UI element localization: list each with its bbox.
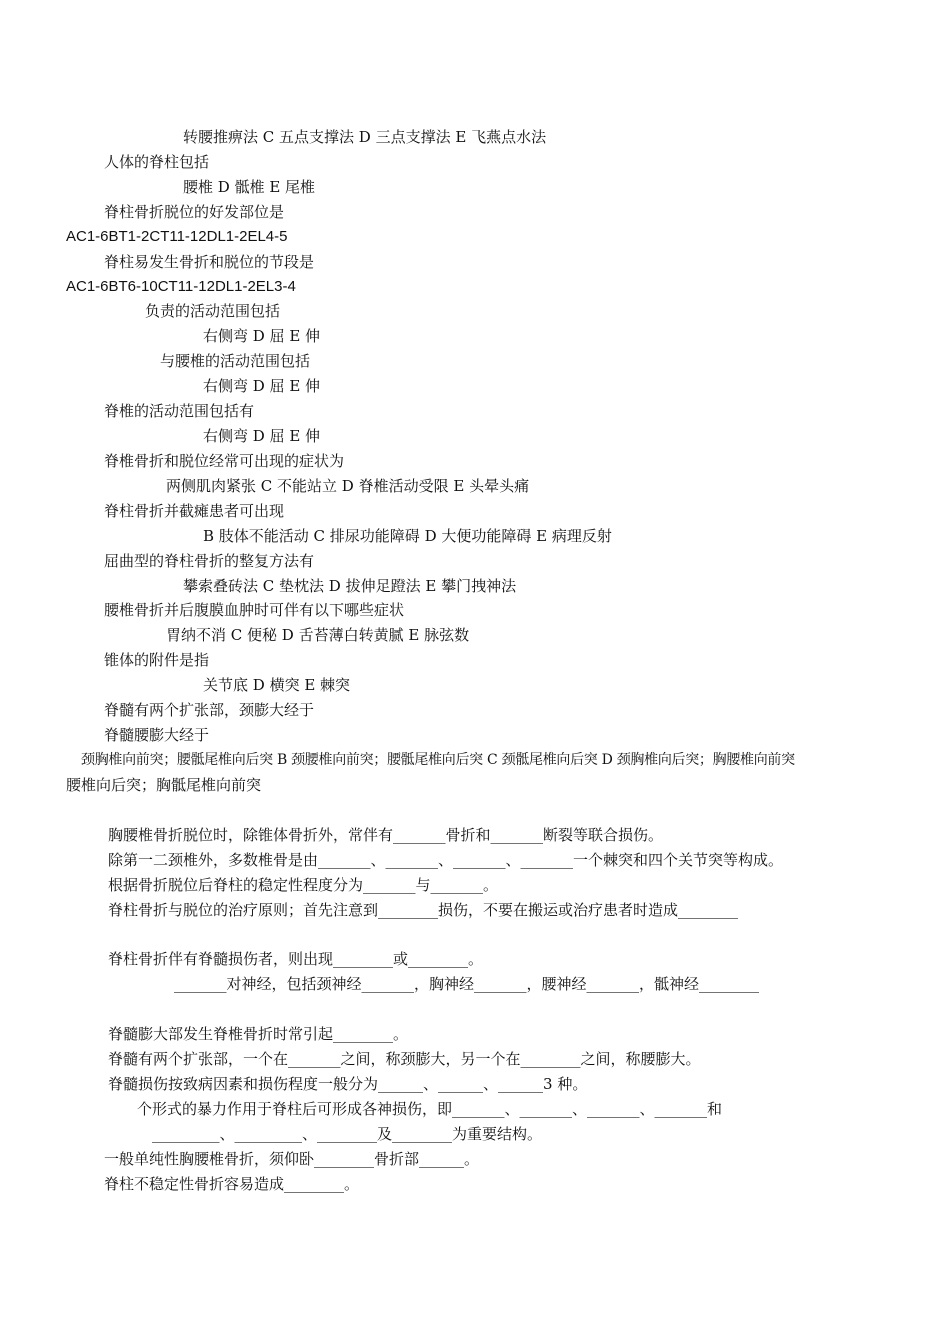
question-line-25: 脊髓腰膨大经于 xyxy=(104,726,210,744)
blank-line-3: 根据骨折脱位后脊柱的稳定性程度分为_______与_______。 xyxy=(108,876,499,894)
question-line-26: 颈胸椎向前突；腰骶尾椎向后突 B 颈腰椎向前突；腰骶尾椎向后突 C 颈骶尾椎向后突 D 颈胸椎向后突；胸腰椎向前突 xyxy=(81,752,795,768)
question-line-14: 脊椎骨折和脱位经常可出现的症状为 xyxy=(104,452,345,470)
question-line-11: 右侧弯 D 屈 E 伸 xyxy=(203,377,321,395)
question-line-7: AC1-6BT6-10CT11-12DL1-2EL3-4 xyxy=(66,278,296,295)
blank-line-11: _________、_________、________及________为重要结构。 xyxy=(152,1125,543,1143)
blank-line-12: 一般单纯性胸腰椎骨折，须仰卧________骨折部______。 xyxy=(104,1150,480,1168)
blank-line-10: 个形式的暴力作用于脊柱后可形成各神损伤，即_______、_______、_______、_______和 xyxy=(137,1100,723,1118)
question-line-1: 转腰推痹法 C 五点支撑法 D 三点支撑法 E 飞燕点水法 xyxy=(183,128,547,146)
question-line-6: 脊柱易发生骨折和脱位的节段是 xyxy=(104,253,315,271)
question-line-22: 锥体的附件是指 xyxy=(104,651,210,669)
question-line-15: 两侧肌肉紧张 C 不能站立 D 脊椎活动受限 E 头晕头痛 xyxy=(166,477,530,495)
question-line-20: 腰椎骨折并后腹膜血肿时可伴有以下哪些症状 xyxy=(104,601,405,619)
blank-line-1: 胸腰椎骨折脱位时，除锥体骨折外，常伴有_______骨折和_______断裂等联合损伤。 xyxy=(108,826,664,844)
question-line-3: 腰椎 D 骶椎 E 尾椎 xyxy=(183,178,316,196)
question-line-27: 腰椎向后突；胸骶尾椎向前突 xyxy=(66,776,262,794)
question-line-16: 脊柱骨折并截瘫患者可出现 xyxy=(104,502,285,520)
blank-line-2: 除第一二颈椎外，多数椎骨是由_______、_______、_______、_______一个棘突和四个关节突等构成。 xyxy=(108,851,784,869)
question-line-19: 攀索叠砖法 C 垫枕法 D 拔伸足蹬法 E 攀门拽神法 xyxy=(183,577,517,595)
blank-line-6: _______对神经，包括颈神经_______，胸神经_______，腰神经_______，骶神经________ xyxy=(174,975,760,993)
question-line-13: 右侧弯 D 屈 E 伸 xyxy=(203,427,321,445)
blank-line-8: 脊髓有两个扩张部，一个在_______之间，称颈膨大，另一个在________之间，称腰膨大。 xyxy=(108,1050,701,1068)
question-line-17: B 肢体不能活动 C 排尿功能障碍 D 大便功能障碍 E 病理反射 xyxy=(203,527,612,545)
question-line-5: AC1-6BT1-2CT11-12DL1-2EL4-5 xyxy=(66,228,288,245)
question-line-9: 右侧弯 D 屈 E 伸 xyxy=(203,327,321,345)
blank-line-7: 脊髓膨大部发生脊椎骨折时常引起________。 xyxy=(108,1025,409,1043)
blank-line-5: 脊柱骨折伴有脊髓损伤者，则出现________或________。 xyxy=(108,950,484,968)
question-line-8: 负责的活动范围包括 xyxy=(145,302,281,320)
question-line-18: 屈曲型的脊柱骨折的整复方法有 xyxy=(104,552,315,570)
question-line-10: 与腰椎的活动范围包括 xyxy=(160,352,311,370)
question-line-4: 脊柱骨折脱位的好发部位是 xyxy=(104,203,285,221)
question-line-24: 脊髓有两个扩张部，颈膨大经于 xyxy=(104,701,315,719)
blank-line-13: 脊柱不稳定性骨折容易造成________。 xyxy=(104,1175,360,1193)
blank-line-9: 脊髓损伤按致病因素和损伤程度一般分为______、______、______3 种。 xyxy=(108,1075,588,1093)
question-line-21: 胃纳不消 C 便秘 D 舌苔薄白转黄腻 E 脉弦数 xyxy=(166,626,470,644)
question-line-12: 脊椎的活动范围包括有 xyxy=(104,402,255,420)
question-line-23: 关节底 D 横突 E 棘突 xyxy=(203,676,351,694)
blank-line-4: 脊柱骨折与脱位的治疗原则；首先注意到________损伤，不要在搬运或治疗患者时造成________ xyxy=(108,901,739,919)
question-line-2: 人体的脊柱包括 xyxy=(104,153,210,171)
